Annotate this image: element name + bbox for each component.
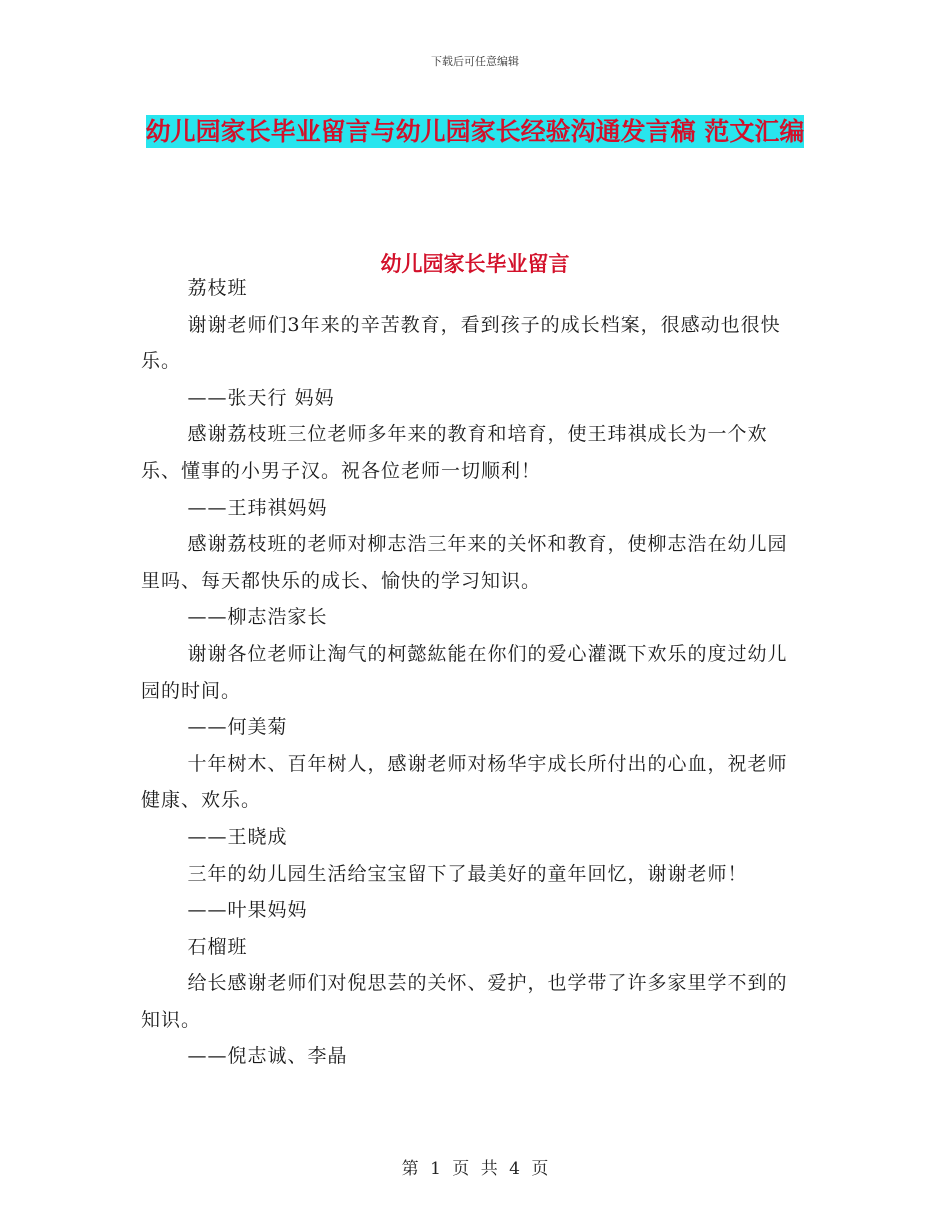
document-title-text: 幼儿园家长毕业留言与幼儿园家长经验沟通发言稿 范文汇编 (145, 117, 805, 146)
message-signature: ——王晓成 (187, 825, 288, 848)
message-signature: ——叶果妈妈 (187, 899, 308, 922)
class-heading-shiliu: 石榴班 (187, 935, 248, 958)
message-signature: ——王玮祺妈妈 (187, 496, 328, 519)
message-paragraph: 十年树木、百年树人，感谢老师对杨华宇成长所付出的心血，祝老师健康、欢乐。 (141, 752, 788, 812)
message-paragraph: 给长感谢老师们对倪思芸的关怀、爱护，也学带了许多家里学不到的知识。 (141, 972, 788, 1031)
message-signature: ——倪志诚、李晶 (187, 1045, 348, 1068)
page-header-note: 下载后可任意编辑 (431, 55, 519, 68)
message-signature: ——张天行 妈妈 (187, 386, 335, 409)
message-signature: ——柳志浩家长 (187, 606, 328, 629)
section-title: 幼儿园家长毕业留言 (380, 252, 570, 276)
message-paragraph: 感谢荔枝班三位老师多年来的教育和培育，使王玮祺成长为一个欢乐、懂事的小男子汉。祝各位老师一切顺利！ (141, 423, 768, 482)
class-heading-lizhi: 荔枝班 (187, 277, 248, 299)
message-paragraph: 感谢荔枝班的老师对柳志浩三年来的关怀和教育，使柳志浩在幼儿园里吗、每天都快乐的成长、愉快的学习知识。 (141, 533, 788, 592)
document-body (141, 270, 801, 1075)
page-number-indicator: 第 1 页 共 4 页 (401, 1159, 549, 1179)
message-paragraph: 谢谢老师们3年来的辛苦教育，看到孩子的成长档案，很感动也很快乐。 (141, 313, 781, 373)
message-paragraph: 三年的幼儿园生活给宝宝留下了最美好的童年回忆，谢谢老师！ (187, 862, 748, 885)
message-paragraph: 谢谢各位老师让淘气的柯懿紘能在你们的爱心灌溉下欢乐的度过幼儿园的时间。 (141, 642, 788, 702)
message-signature: ——何美菊 (187, 716, 288, 739)
document-title (140, 108, 810, 156)
